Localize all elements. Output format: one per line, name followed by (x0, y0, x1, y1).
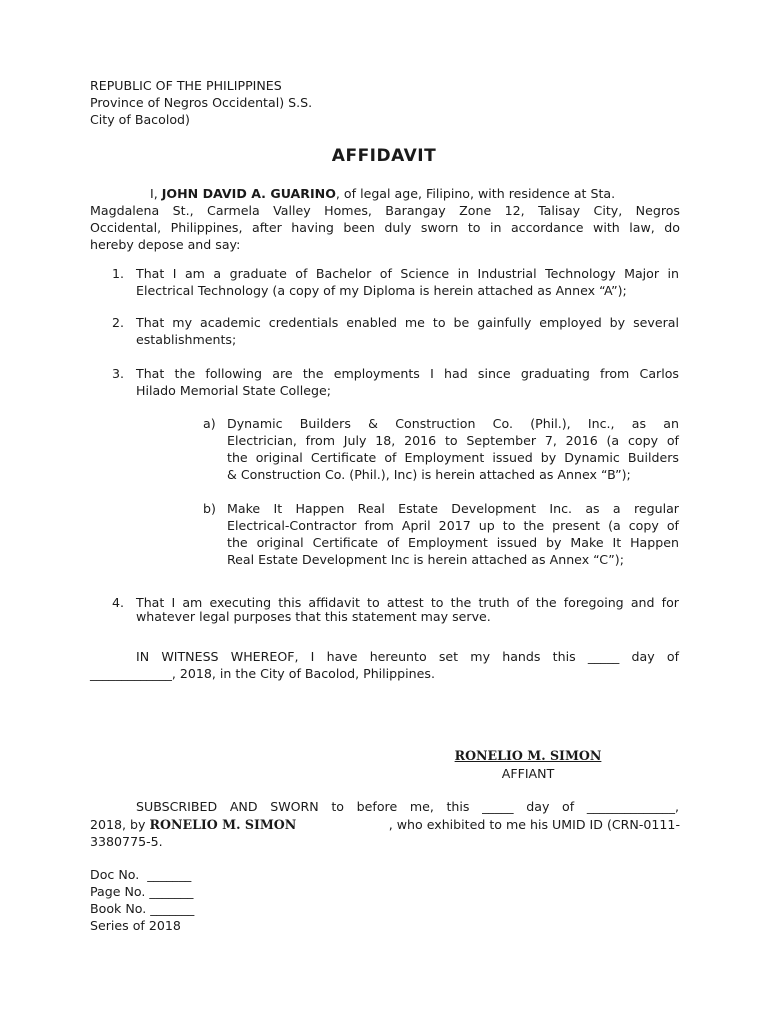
item-1-line-2: Electrical Technology (a copy of my Diploma is herein attached as Annex “A”); (136, 283, 627, 298)
doc-number: Doc No. _______ (90, 867, 192, 882)
item-1-number: 1. (112, 266, 125, 281)
document-title: AFFIDAVIT (331, 146, 437, 166)
header-city: City of Bacolod) (90, 112, 190, 127)
subitem-a-line-4: & Construction Co. (Phil.), Inc) is herein attached as Annex “B”); (227, 467, 631, 482)
item-4-line-2: whatever legal purposes that this statement may serve. (136, 609, 491, 624)
subitem-b-line-2: Electrical-Contractor from April 2017 up to the present (a copy of (227, 518, 679, 533)
jurat-line-2-start (90, 816, 296, 833)
subitem-a-line-2: Electrician, from July 18, 2016 to September 7, 2016 (a copy of (227, 433, 679, 448)
item-3-line-2: Hilado Memorial State College; (136, 383, 331, 398)
subitem-b-line-1: Make It Happen Real Estate Development Inc. as a regular (227, 501, 679, 516)
jurat-line-1: SUBSCRIBED AND SWORN to before me, this _____ day of ______________, (136, 799, 679, 814)
intro-line-1-rest: , of legal age, Filipino, with residence at Sta. (335, 186, 616, 201)
intro-line-4: hereby depose and say: (90, 237, 241, 252)
subitem-a-letter: a) (203, 416, 216, 431)
item-1-line-1: That I am a graduate of Bachelor of Science in Industrial Technology Major in (136, 266, 679, 281)
item-2-line-2: establishments; (136, 332, 237, 347)
intro-line-3: Occidental, Philippines, after having been duly sworn to in accordance with law, do (90, 220, 680, 235)
affiant-signature-name: RONELIO M. SIMON (454, 748, 602, 763)
witness-line-1: IN WITNESS WHEREOF, I have hereunto set my hands this _____ day of (136, 649, 679, 664)
intro-prefix: I, (150, 186, 162, 201)
affiant-name-intro: JOHN DAVID A. GUARINO (161, 186, 336, 201)
page-number: Page No. _______ (90, 884, 194, 899)
header-republic: REPUBLIC OF THE PHILIPPINES (90, 78, 282, 93)
item-3-line-1: That the following are the employments I had since graduating from Carlos (136, 366, 679, 381)
subitem-b-line-3: the original Certificate of Employment issued by Make It Happen (227, 535, 679, 550)
affiant-name-jurat: RONELIO M. SIMON (149, 817, 297, 832)
item-3-number: 3. (112, 366, 125, 381)
header-province: Province of Negros Occidental) S.S. (90, 95, 313, 110)
intro-line-2: Magdalena St., Carmela Valley Homes, Barangay Zone 12, Talisay City, Negros (90, 203, 680, 218)
item-2-line-1: That my academic credentials enabled me to be gainfully employed by several (136, 315, 679, 330)
jurat-prefix: 2018, by (90, 817, 150, 832)
jurat-line-2 (90, 816, 680, 833)
subitem-a-line-3: the original Certificate of Employment issued by Dynamic Builders (227, 450, 679, 465)
jurat-line-3: 3380775-5. (90, 834, 163, 849)
intro-line-1 (150, 185, 615, 202)
item-4-number: 4. (112, 595, 125, 610)
item-4-line-1: That I am executing this affidavit to attest to the truth of the foregoing and for (136, 595, 679, 610)
book-number: Book No. _______ (90, 901, 195, 916)
jurat-line-2-rest: , who exhibited to me his UMID ID (CRN-0111- (388, 817, 680, 832)
item-2-number: 2. (112, 315, 125, 330)
affiant-label: AFFIANT (501, 766, 555, 781)
subitem-b-letter: b) (203, 501, 216, 516)
witness-line-2: _____________, 2018, in the City of Bacolod, Philippines. (90, 666, 435, 681)
subitem-b-line-4: Real Estate Development Inc is herein attached as Annex “C”); (227, 552, 624, 567)
subitem-a-line-1: Dynamic Builders & Construction Co. (Phil.), Inc., as an (227, 416, 679, 431)
series-year: Series of 2018 (90, 918, 181, 933)
